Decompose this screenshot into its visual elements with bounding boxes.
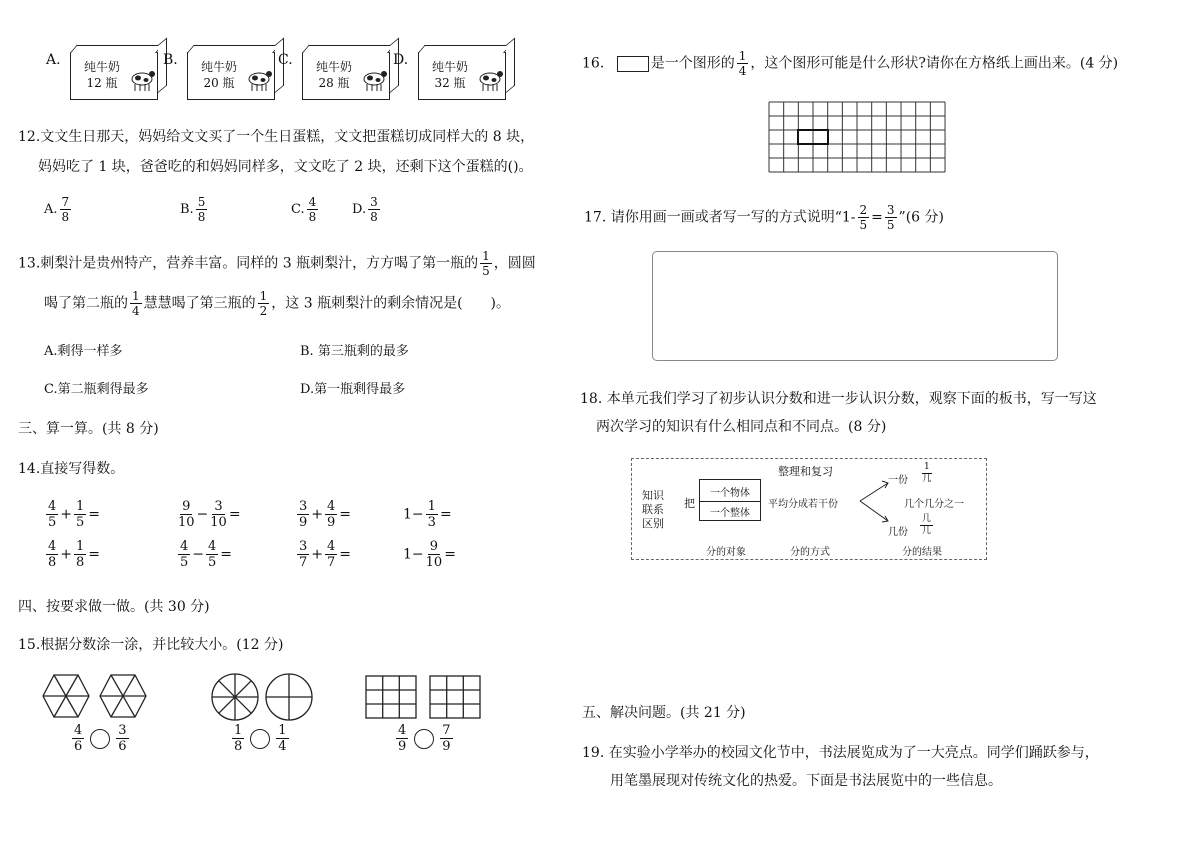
operator: − <box>196 506 209 523</box>
q11-option-b-letter: B. <box>163 52 178 68</box>
frac-den: 10 <box>178 515 195 530</box>
frac-den: 8 <box>48 555 57 570</box>
frac-den: 4 <box>132 304 140 318</box>
cow-icon <box>246 67 272 93</box>
q13-text-d: 慧慧喝了第三瓶的 <box>143 295 256 312</box>
frac-den: 5 <box>208 555 217 570</box>
frac-den: 9 <box>299 515 308 530</box>
q19-line1: 19. 在实验小学举办的校园文化节中，书法展览成为了一大亮点。同学们踊跃参与， <box>582 745 1099 761</box>
cow-icon <box>129 67 155 93</box>
q14-expression[interactable] <box>295 540 351 569</box>
equals-sign: = <box>871 209 883 226</box>
milk-brand: 纯牛奶 <box>315 60 352 74</box>
review-several-parts: 几份 <box>888 527 908 538</box>
operator: + <box>311 506 324 523</box>
hexagon-pair-icon <box>40 672 156 720</box>
q11-option-c-letter: C. <box>278 52 293 68</box>
equals-sign: = <box>339 546 352 563</box>
frac-num: 3 <box>299 499 308 514</box>
cow-icon <box>477 67 503 93</box>
operator: − <box>192 546 205 563</box>
frac-den: 9 <box>327 515 336 530</box>
q13-text-c: 喝了第二瓶的 <box>44 295 128 312</box>
q11-option-d-letter: D. <box>393 52 409 68</box>
frac-den: 9 <box>398 739 407 754</box>
review-board <box>631 458 987 560</box>
section-5-heading: 五、解决问题。(共 21 分) <box>582 705 746 721</box>
q13-option-c[interactable]: C.第二瓶剩得最多 <box>44 382 149 397</box>
frac-num: 1 <box>132 289 140 303</box>
frac-num: 4 <box>48 499 57 514</box>
review-one-frac <box>922 463 932 484</box>
frac-num: 1 <box>278 723 287 738</box>
review-obj2: 一个整体 <box>710 508 750 519</box>
q12-option-a[interactable] <box>44 196 73 223</box>
equals-sign: = <box>439 506 452 523</box>
frac-num: 几 <box>922 514 932 524</box>
circle-pair-icon <box>210 672 316 722</box>
frac-den: 6 <box>118 739 127 754</box>
option-letter: B. <box>180 202 194 217</box>
frac-den: 5 <box>180 555 189 570</box>
q12-option-b[interactable] <box>180 196 209 223</box>
frac-den: 10 <box>425 555 443 570</box>
review-object-box <box>699 479 761 521</box>
q15-compare-2 <box>230 724 291 753</box>
frac-den: 5 <box>482 264 490 278</box>
review-side-1: 知识 <box>642 489 664 502</box>
frac-num: 4 <box>327 499 336 514</box>
option-letter: A. <box>44 202 58 217</box>
frac-num: 4 <box>180 539 189 554</box>
equals-sign: = <box>88 506 101 523</box>
small-rectangle-icon <box>617 56 649 72</box>
frac-den: 8 <box>308 210 317 224</box>
frac-num: 4 <box>208 539 217 554</box>
frac-num: 3 <box>214 499 223 514</box>
q11-option-a-letter: A. <box>46 52 61 68</box>
q17-text <box>584 204 944 231</box>
operator: − <box>411 506 424 523</box>
frac-den: 5 <box>48 515 57 530</box>
operator: + <box>60 506 73 523</box>
q15-compare-1 <box>70 724 131 753</box>
frac-num: 1 <box>76 539 85 554</box>
review-caption-result: 分的结果 <box>902 547 942 558</box>
frac-den: 10 <box>210 515 227 530</box>
frac-den: 8 <box>61 210 70 224</box>
compare-circle[interactable] <box>90 729 110 749</box>
frac-num: 4 <box>308 195 317 209</box>
frac-num: 1 <box>738 49 747 63</box>
milk-brand: 纯牛奶 <box>200 60 237 74</box>
square-grid-paper[interactable] <box>768 101 946 173</box>
frac-num: 2 <box>859 203 868 217</box>
q13-line2 <box>44 290 510 317</box>
review-ba: 把 <box>684 497 695 510</box>
frac-den: 5 <box>886 218 895 232</box>
review-obj1: 一个物体 <box>710 488 750 499</box>
equals-sign: = <box>88 546 101 563</box>
frac-den: 8 <box>234 739 243 754</box>
option-letter: C. <box>291 202 305 217</box>
frac-den: 8 <box>76 555 85 570</box>
q17-text-a: 17. 请你用画一画或者写一写的方式说明“1- <box>584 209 856 226</box>
q14-expression[interactable] <box>403 540 456 569</box>
q13-text-b: ，圆圆 <box>493 255 536 272</box>
frac-den: 2 <box>259 304 268 318</box>
frac-num: 3 <box>370 195 378 209</box>
milk-carton-b <box>187 52 275 100</box>
milk-carton-c <box>302 52 390 100</box>
equals-sign: = <box>339 506 352 523</box>
review-method: 平均分成若干份 <box>768 499 838 510</box>
frac-num: 7 <box>61 195 70 209</box>
q18-line2: 两次学习的知识有什么相同点和不同点。(8 分) <box>596 419 887 435</box>
frac-num: 4 <box>398 723 407 738</box>
frac-num: 3 <box>118 723 127 738</box>
q14-title: 14.直接写得数。 <box>18 461 125 477</box>
frac-num: 1 <box>259 289 268 303</box>
review-caption-object: 分的对象 <box>706 547 746 558</box>
frac-den: 几 <box>922 474 932 484</box>
frac-num: 7 <box>442 723 451 738</box>
frac-num: 1 <box>234 723 243 738</box>
whole-number: 1 <box>403 546 412 563</box>
frac-den: 3 <box>427 515 436 530</box>
q13-option-d[interactable]: D.第一瓶剩得最多 <box>300 382 406 397</box>
equals-sign: = <box>220 546 233 563</box>
frac-num: 3 <box>299 539 308 554</box>
option-letter: D. <box>352 202 367 217</box>
frac-den: 9 <box>442 739 451 754</box>
review-one-part: 一份 <box>888 475 908 486</box>
q14-expression[interactable] <box>176 540 232 569</box>
frac-num: 3 <box>886 203 895 217</box>
q15-compare-3 <box>394 724 455 753</box>
frac-den: 6 <box>74 739 83 754</box>
q16-text <box>582 50 1118 77</box>
frac-num: 9 <box>182 499 191 514</box>
review-title: 整理和复习 <box>778 465 833 478</box>
q12-option-d[interactable] <box>352 196 382 223</box>
frac-num: 4 <box>327 539 336 554</box>
section-4-heading: 四、按要求做一做。(共 30 分) <box>18 599 210 615</box>
operator: + <box>311 546 324 563</box>
grid-pair-icon <box>364 674 490 720</box>
review-side-2: 联系 <box>642 503 664 516</box>
frac-num: 1 <box>482 249 490 263</box>
review-several-frac <box>920 515 933 536</box>
q16-text-b: ，这个图形可能是什么形状?请你在方格纸上画出来。(4 分) <box>750 55 1119 72</box>
q18-line1: 18. 本单元我们学习了初步认识分数和进一步认识分数，观察下面的板书，写一写这 <box>580 391 1097 407</box>
frac-num: 9 <box>429 539 439 554</box>
frac-num: 1 <box>76 499 85 514</box>
frac-num: 4 <box>74 723 83 738</box>
compare-circle[interactable] <box>250 729 270 749</box>
frac-den: 5 <box>859 218 868 232</box>
q12-line2: 妈妈吃了 1 块，爸爸吃的和妈妈同样多，文文吃了 2 块，还剩下这个蛋糕的()。 <box>38 159 533 175</box>
q14-expression[interactable] <box>44 540 100 569</box>
operator: + <box>60 546 73 563</box>
q12-line1: 12.文文生日那天，妈妈给文文买了一个生日蛋糕，文文把蛋糕切成同样大的 8 块， <box>18 129 535 145</box>
milk-count: 20 瓶 <box>203 76 235 90</box>
milk-carton-a <box>70 52 158 100</box>
q17-text-b: ”(6 分) <box>898 209 944 226</box>
q17-answer-box[interactable] <box>652 251 1058 361</box>
q13-line1 <box>18 250 536 277</box>
milk-count: 12 瓶 <box>86 76 118 90</box>
q14-expression[interactable] <box>295 500 351 529</box>
milk-brand: 纯牛奶 <box>431 60 468 74</box>
frac-num: 1 <box>427 499 436 514</box>
compare-circle[interactable] <box>414 729 434 749</box>
frac-den: 4 <box>278 739 287 754</box>
equals-sign: = <box>444 546 456 563</box>
q14-expression[interactable] <box>176 500 241 529</box>
frac-den: 几 <box>922 526 932 536</box>
frac-num: 5 <box>197 195 206 209</box>
frac-num: 4 <box>48 539 57 554</box>
review-caption-method: 分的方式 <box>790 547 830 558</box>
q14-expression[interactable] <box>44 500 100 529</box>
frac-den: 8 <box>370 210 378 224</box>
q16-text-a: 是一个图形的 <box>650 55 735 72</box>
q13-text-e: ，这 3 瓶刺梨汁的剩余情况是( )。 <box>271 295 511 312</box>
cow-icon <box>361 67 387 93</box>
q15-title: 15.根据分数涂一涂，并比较大小。(12 分) <box>18 637 284 653</box>
frac-den: 7 <box>299 555 308 570</box>
equals-sign: = <box>228 506 241 523</box>
section-3-heading: 三、算一算。(共 8 分) <box>18 421 159 437</box>
q13-option-b[interactable]: B. 第三瓶剩的最多 <box>300 344 409 359</box>
q16-number: 16. <box>582 55 605 72</box>
review-mid: 几个几分之一 <box>904 499 964 510</box>
milk-carton-d <box>418 52 506 100</box>
q19-line2: 用笔墨展现对传统文化的热爱。下面是书法展览中的一些信息。 <box>610 773 1002 789</box>
frac-den: 4 <box>738 64 747 78</box>
frac-num: 1 <box>924 462 930 472</box>
q14-expression[interactable] <box>403 500 452 529</box>
milk-brand: 纯牛奶 <box>83 60 120 74</box>
milk-count: 28 瓶 <box>318 76 350 90</box>
milk-count: 32 瓶 <box>434 76 466 90</box>
frac-den: 8 <box>197 210 206 224</box>
review-side-3: 区别 <box>642 517 664 530</box>
q12-option-c[interactable] <box>291 196 320 223</box>
frac-den: 5 <box>76 515 85 530</box>
operator: − <box>411 546 424 563</box>
frac-den: 7 <box>327 555 336 570</box>
q13-option-a[interactable]: A.剩得一样多 <box>44 344 123 359</box>
whole-number: 1 <box>403 506 412 523</box>
q13-text-a: 13.刺梨汁是贵州特产，营养丰富。同样的 3 瓶刺梨汁，方方喝了第一瓶的 <box>18 255 479 272</box>
